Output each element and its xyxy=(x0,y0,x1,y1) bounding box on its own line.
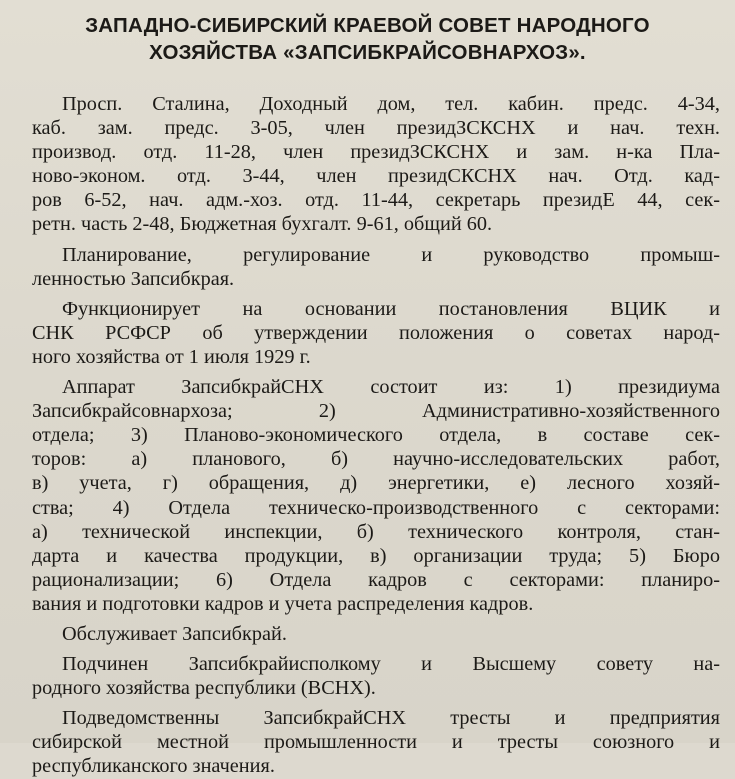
title-line: ХОЗЯЙСТВА «ЗАПСИБКРАЙСОВНАРХОЗ». xyxy=(149,41,586,64)
paragraph-line: Запсибкрайсовнархоза; 2) Административно-хозяйственного xyxy=(32,400,720,423)
paragraph-line: Просп. Сталина, Доходный дом, тел. кабин. предс. 4-34, xyxy=(62,93,720,115)
paragraph-line: ленностью Запсибкрая. xyxy=(32,267,235,290)
paragraph-line: рационализации; 6) Отдела кадров с секторами: планиро- xyxy=(32,568,720,591)
paragraph-line: ров 6-52, нач. адм.-хоз. отд. 11-44, секретарь президЕ 44, сек- xyxy=(32,189,720,212)
paragraph-line: Планирование, регулирование и руководство промыш- xyxy=(62,243,720,266)
document-title xyxy=(0,12,735,66)
paragraph-line: Аппарат ЗапсибкрайСНХ состоит из: 1) президиума xyxy=(62,376,720,399)
paragraph xyxy=(32,622,720,646)
paragraph-line: родного хозяйства республики (ВСНХ). xyxy=(32,677,376,700)
paragraph xyxy=(32,297,720,369)
paragraph-line: ного хозяйства от 1 июля 1929 г. xyxy=(32,345,311,368)
paragraph xyxy=(32,92,720,237)
paragraph-line: отдела; 3) Планово-экономического отдела, в составе сек- xyxy=(32,424,720,447)
paragraph-line: Функционирует на основании постановления ВЦИК и xyxy=(62,297,720,320)
paragraph-line: ново-эконом. отд. 3-44, член президСКСНХ нач. Отд. кад- xyxy=(32,165,720,188)
paragraph-line: республиканского значения. xyxy=(32,755,275,778)
paragraph-line: Обслуживает Запсибкрай. xyxy=(62,622,287,645)
paragraph-line: дарта и качества продукции, в) организации труда; 5) Бюро xyxy=(32,544,720,567)
paragraph-line: сибирской местной промышленности и тресты союзного и xyxy=(32,731,720,754)
paragraph-line: в) учета, г) обращения, д) энергетики, е) лесного хозяй- xyxy=(32,472,720,495)
paragraph-line: каб. зам. предс. 3-05, член президЗСКСНХ и нач. техн. xyxy=(32,117,720,140)
paragraph-line: а) технической инспекции, б) технического контроля, стан- xyxy=(32,520,720,543)
paragraph xyxy=(32,375,720,616)
document-body xyxy=(32,92,720,779)
paragraph-line: вания и подготовки кадров и учета распределения кадров. xyxy=(32,592,534,615)
paragraph-line: ства; 4) Отдела техническо-производственного с секторами: xyxy=(32,496,720,519)
paragraph-line: СНК РСФСР об утверждении положения о советах народ- xyxy=(32,321,720,344)
title-line: ЗАПАДНО-СИБИРСКИЙ КРАЕВОЙ СОВЕТ НАРОДНОГО xyxy=(85,14,650,37)
paragraph xyxy=(32,706,720,778)
paragraph-line: торов: а) планового, б) научно-исследовательских работ, xyxy=(32,448,720,471)
paragraph-line: производ. отд. 11-28, член президЗСКСНХ и зам. н-ка Пла- xyxy=(32,141,720,164)
paragraph-line: Подведомственны ЗапсибкрайСНХ тресты и предприятия xyxy=(62,707,720,730)
paragraph xyxy=(32,243,720,291)
paragraph-line: Подчинен Запсибкрайисполкому и Высшему совету на- xyxy=(62,653,720,676)
paragraph-line: ретн. часть 2-48, Бюджетная бухгалт. 9-61, общий 60. xyxy=(32,213,493,236)
paragraph xyxy=(32,652,720,700)
